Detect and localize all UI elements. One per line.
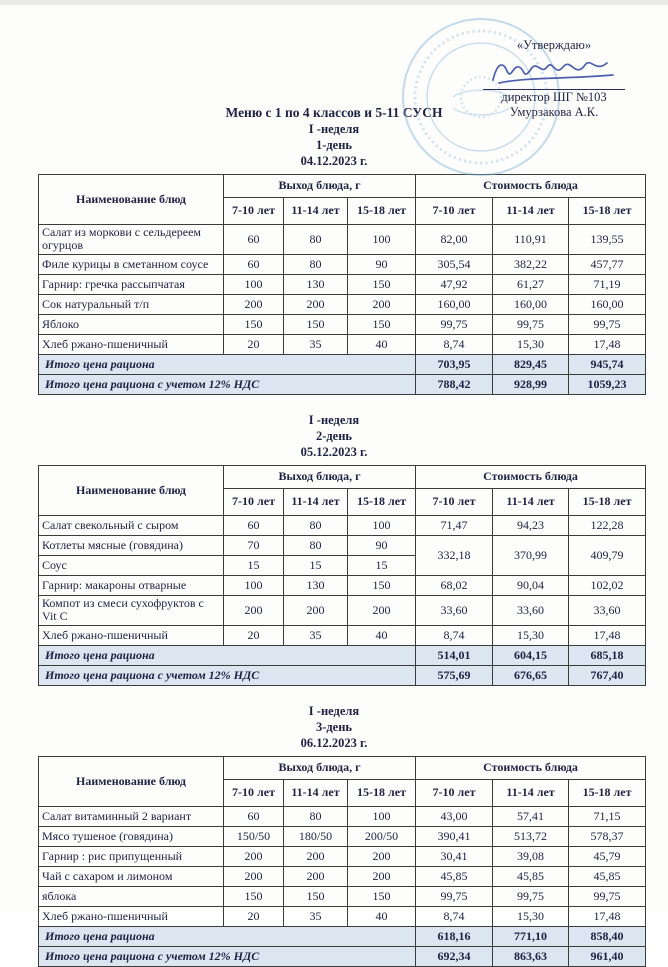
cost-value: 33,60 bbox=[569, 595, 646, 625]
output-value: 150 bbox=[224, 886, 284, 906]
total-row bbox=[39, 374, 646, 394]
output-value: 20 bbox=[224, 625, 284, 645]
output-value: 100 bbox=[348, 806, 416, 826]
output-value: 100 bbox=[348, 225, 416, 255]
menu-row bbox=[39, 314, 646, 334]
output-value: 15 bbox=[284, 555, 348, 575]
total-label: Итого цена рациона bbox=[39, 645, 416, 665]
cost-value: 99,75 bbox=[493, 886, 569, 906]
total-label: Итого цена рациона с учетом 12% НДС bbox=[39, 374, 416, 394]
menu-row bbox=[39, 886, 646, 906]
total-row bbox=[39, 665, 646, 685]
output-value: 15 bbox=[224, 555, 284, 575]
output-value: 200/50 bbox=[348, 826, 416, 846]
total-row bbox=[39, 946, 646, 966]
menu-row bbox=[39, 334, 646, 354]
output-value: 35 bbox=[284, 334, 348, 354]
cost-value: 30,41 bbox=[416, 846, 493, 866]
total-row bbox=[39, 645, 646, 665]
total-value: 1059,23 bbox=[569, 374, 646, 394]
total-label: Итого цена рациона bbox=[39, 354, 416, 374]
cost-value: 160,00 bbox=[569, 294, 646, 314]
cost-value: 305,54 bbox=[416, 254, 493, 274]
scan-edge-strip bbox=[0, 0, 668, 5]
col-header-age-7-10: 7-10 лет bbox=[224, 488, 284, 515]
total-label: Итого цена рациона с учетом 12% НДС bbox=[39, 665, 416, 685]
signature-icon bbox=[483, 53, 625, 89]
approval-label: «Утверждаю» bbox=[516, 38, 592, 52]
cost-value: 45,85 bbox=[569, 866, 646, 886]
col-header-age-11-14: 11-14 лет bbox=[284, 198, 348, 225]
dish-name: яблока bbox=[39, 886, 224, 906]
menu-row bbox=[39, 826, 646, 846]
dish-name: Гарнир : рис припущенный bbox=[39, 846, 224, 866]
date-label: 05.12.2023 г. bbox=[300, 444, 368, 459]
total-value: 676,65 bbox=[493, 665, 569, 685]
total-value: 514,01 bbox=[416, 645, 493, 665]
cost-value: 17,48 bbox=[569, 906, 646, 926]
output-value: 150 bbox=[348, 886, 416, 906]
menu-table-day-1 bbox=[38, 174, 646, 395]
cost-value: 99,75 bbox=[493, 314, 569, 334]
output-value: 150 bbox=[224, 314, 284, 334]
output-value: 200 bbox=[224, 846, 284, 866]
output-value: 80 bbox=[284, 254, 348, 274]
cost-value: 8,74 bbox=[416, 334, 493, 354]
col-header-age-11-14: 11-14 лет bbox=[284, 488, 348, 515]
cost-value: 94,23 bbox=[493, 515, 569, 535]
menu-row bbox=[39, 575, 646, 595]
output-value: 200 bbox=[348, 846, 416, 866]
output-value: 200 bbox=[284, 595, 348, 625]
document-title: Меню с 1 по 4 классов и 5-11 СУСН bbox=[225, 105, 443, 120]
total-label: Итого цена рациона bbox=[39, 926, 416, 946]
col-header-age-15-18: 15-18 лет bbox=[348, 488, 416, 515]
total-value: 858,40 bbox=[569, 926, 646, 946]
date-label: 06.12.2023 г. bbox=[300, 735, 368, 750]
menu-row bbox=[39, 806, 646, 826]
total-value: 961,40 bbox=[569, 946, 646, 966]
dish-name: Сок натуральный т/п bbox=[39, 294, 224, 314]
output-value: 40 bbox=[348, 625, 416, 645]
day-label: 2-день bbox=[315, 428, 353, 443]
cost-value: 102,02 bbox=[569, 575, 646, 595]
output-value: 60 bbox=[224, 515, 284, 535]
menu-row bbox=[39, 225, 646, 255]
cost-value: 45,79 bbox=[569, 846, 646, 866]
total-row bbox=[39, 926, 646, 946]
dish-name: Салат витаминный 2 вариант bbox=[39, 806, 224, 826]
menu-row bbox=[39, 595, 646, 625]
dish-name: Мясо тушеное (говядина) bbox=[39, 826, 224, 846]
day-label: 3-день bbox=[315, 719, 353, 734]
menu-row bbox=[39, 515, 646, 535]
total-label: Итого цена рациона с учетом 12% НДС bbox=[39, 946, 416, 966]
cost-value: 71,15 bbox=[569, 806, 646, 826]
col-header-age-7-10: 7-10 лет bbox=[416, 488, 493, 515]
output-value: 150 bbox=[348, 314, 416, 334]
dish-name: Филе курицы в сметанном соусе bbox=[39, 254, 224, 274]
cost-value: 332,18 bbox=[416, 535, 493, 575]
col-header-age-7-10: 7-10 лет bbox=[416, 198, 493, 225]
dish-name: Гарнир: гречка рассыпчатая bbox=[39, 274, 224, 294]
output-value: 40 bbox=[348, 334, 416, 354]
output-value: 200 bbox=[348, 294, 416, 314]
cost-value: 409,79 bbox=[569, 535, 646, 575]
output-value: 150 bbox=[284, 314, 348, 334]
dish-name: Гарнир: макароны отварные bbox=[39, 575, 224, 595]
cost-value: 15,30 bbox=[493, 906, 569, 926]
cost-value: 110,91 bbox=[493, 225, 569, 255]
cost-value: 578,37 bbox=[569, 826, 646, 846]
output-value: 130 bbox=[284, 575, 348, 595]
col-header-age-15-18: 15-18 лет bbox=[348, 779, 416, 806]
approval-position: директор ШГ №103 bbox=[501, 90, 607, 104]
col-header-age-11-14: 11-14 лет bbox=[284, 779, 348, 806]
cost-value: 17,48 bbox=[569, 625, 646, 645]
output-value: 70 bbox=[224, 535, 284, 555]
week-label: I -неделя bbox=[308, 412, 360, 427]
output-value: 20 bbox=[224, 334, 284, 354]
dish-name: Компот из смеси сухофруктов с Vit C bbox=[39, 595, 224, 625]
output-value: 100 bbox=[224, 575, 284, 595]
output-value: 60 bbox=[224, 254, 284, 274]
dish-name: Хлеб ржано-пшеничный bbox=[39, 334, 224, 354]
total-value: 863,63 bbox=[493, 946, 569, 966]
cost-value: 82,00 bbox=[416, 225, 493, 255]
cost-value: 17,48 bbox=[569, 334, 646, 354]
menu-row bbox=[39, 274, 646, 294]
menu-row bbox=[39, 906, 646, 926]
approval-block bbox=[456, 38, 652, 120]
col-group-cost: Стоимость блюда bbox=[416, 465, 646, 488]
menu-table-day-3 bbox=[38, 756, 646, 967]
total-value: 604,15 bbox=[493, 645, 569, 665]
col-header-age-7-10: 7-10 лет bbox=[416, 779, 493, 806]
total-value: 685,18 bbox=[569, 645, 646, 665]
menu-row bbox=[39, 625, 646, 645]
cost-value: 139,55 bbox=[569, 225, 646, 255]
section-1-heading bbox=[0, 121, 668, 169]
total-value: 829,45 bbox=[493, 354, 569, 374]
cost-value: 99,75 bbox=[569, 314, 646, 334]
dish-name: Хлеб ржано-пшеничный bbox=[39, 906, 224, 926]
col-group-output: Выход блюда, г bbox=[224, 756, 416, 779]
total-value: 928,99 bbox=[493, 374, 569, 394]
cost-value: 90,04 bbox=[493, 575, 569, 595]
cost-value: 71,19 bbox=[569, 274, 646, 294]
cost-value: 15,30 bbox=[493, 625, 569, 645]
cost-value: 68,02 bbox=[416, 575, 493, 595]
cost-value: 99,75 bbox=[416, 886, 493, 906]
col-group-cost: Стоимость блюда bbox=[416, 175, 646, 198]
output-value: 80 bbox=[284, 806, 348, 826]
dish-name: Хлеб ржано-пшеничный bbox=[39, 625, 224, 645]
output-value: 200 bbox=[224, 595, 284, 625]
dish-name: Соус bbox=[39, 555, 224, 575]
output-value: 80 bbox=[284, 225, 348, 255]
output-value: 200 bbox=[284, 866, 348, 886]
output-value: 90 bbox=[348, 535, 416, 555]
col-header-age-7-10: 7-10 лет bbox=[224, 779, 284, 806]
col-header-age-11-14: 11-14 лет bbox=[493, 779, 569, 806]
dish-name: Салат из моркови с сельдереем огурцов bbox=[39, 225, 224, 255]
cost-value: 43,00 bbox=[416, 806, 493, 826]
cost-value: 160,00 bbox=[416, 294, 493, 314]
output-value: 200 bbox=[284, 846, 348, 866]
col-header-dish-name: Наименование блюд bbox=[39, 175, 224, 225]
col-group-output: Выход блюда, г bbox=[224, 175, 416, 198]
output-value: 100 bbox=[224, 274, 284, 294]
cost-value: 15,30 bbox=[493, 334, 569, 354]
total-value: 692,34 bbox=[416, 946, 493, 966]
col-header-dish-name: Наименование блюд bbox=[39, 756, 224, 806]
output-value: 150 bbox=[284, 886, 348, 906]
output-value: 35 bbox=[284, 625, 348, 645]
menu-row bbox=[39, 866, 646, 886]
cost-value: 45,85 bbox=[416, 866, 493, 886]
date-label: 04.12.2023 г. bbox=[300, 154, 368, 168]
total-value: 767,40 bbox=[569, 665, 646, 685]
col-header-age-15-18: 15-18 лет bbox=[348, 198, 416, 225]
cost-value: 390,41 bbox=[416, 826, 493, 846]
total-value: 703,95 bbox=[416, 354, 493, 374]
menu-row bbox=[39, 254, 646, 274]
output-value: 80 bbox=[284, 535, 348, 555]
output-value: 40 bbox=[348, 906, 416, 926]
total-value: 618,16 bbox=[416, 926, 493, 946]
col-header-age-11-14: 11-14 лет bbox=[493, 488, 569, 515]
director-signature bbox=[483, 53, 625, 90]
output-value: 200 bbox=[284, 294, 348, 314]
output-value: 60 bbox=[224, 225, 284, 255]
cost-value: 33,60 bbox=[416, 595, 493, 625]
cost-value: 71,47 bbox=[416, 515, 493, 535]
col-header-dish-name: Наименование блюд bbox=[39, 465, 224, 515]
week-label: I -неделя bbox=[308, 703, 360, 718]
col-group-output: Выход блюда, г bbox=[224, 465, 416, 488]
cost-value: 39,08 bbox=[493, 846, 569, 866]
col-header-age-11-14: 11-14 лет bbox=[493, 198, 569, 225]
output-value: 150 bbox=[348, 575, 416, 595]
total-value: 771,10 bbox=[493, 926, 569, 946]
section-3-heading bbox=[0, 703, 668, 751]
dish-name: Котлеты мясные (говядина) bbox=[39, 535, 224, 555]
table-header-row bbox=[39, 756, 646, 779]
output-value: 20 bbox=[224, 906, 284, 926]
output-value: 200 bbox=[348, 866, 416, 886]
output-value: 130 bbox=[284, 274, 348, 294]
output-value: 200 bbox=[224, 294, 284, 314]
output-value: 200 bbox=[224, 866, 284, 886]
cost-value: 33,60 bbox=[493, 595, 569, 625]
cost-value: 513,72 bbox=[493, 826, 569, 846]
total-value: 788,42 bbox=[416, 374, 493, 394]
cost-value: 8,74 bbox=[416, 625, 493, 645]
dish-name: Яблоко bbox=[39, 314, 224, 334]
output-value: 180/50 bbox=[284, 826, 348, 846]
cost-value: 8,74 bbox=[416, 906, 493, 926]
cost-value: 61,27 bbox=[493, 274, 569, 294]
day-label: 1-день bbox=[315, 138, 353, 152]
col-header-age-15-18: 15-18 лет bbox=[569, 488, 646, 515]
col-header-age-15-18: 15-18 лет bbox=[569, 779, 646, 806]
cost-value: 370,99 bbox=[493, 535, 569, 575]
cost-value: 99,75 bbox=[569, 886, 646, 906]
output-value: 100 bbox=[348, 515, 416, 535]
total-row bbox=[39, 354, 646, 374]
col-group-cost: Стоимость блюда bbox=[416, 756, 646, 779]
cost-value: 160,00 bbox=[493, 294, 569, 314]
output-value: 200 bbox=[348, 595, 416, 625]
dish-name: Салат свекольный с сыром bbox=[39, 515, 224, 535]
week-label: I -неделя bbox=[308, 122, 360, 136]
cost-value: 45,85 bbox=[493, 866, 569, 886]
section-2-heading bbox=[0, 412, 668, 460]
output-value: 35 bbox=[284, 906, 348, 926]
dish-name: Чай с сахаром и лимоном bbox=[39, 866, 224, 886]
menu-row bbox=[39, 535, 646, 555]
menu-row bbox=[39, 294, 646, 314]
total-value: 575,69 bbox=[416, 665, 493, 685]
output-value: 60 bbox=[224, 806, 284, 826]
col-header-age-15-18: 15-18 лет bbox=[569, 198, 646, 225]
cost-value: 57,41 bbox=[493, 806, 569, 826]
table-header-row bbox=[39, 465, 646, 488]
col-header-age-7-10: 7-10 лет bbox=[224, 198, 284, 225]
menu-table-day-2 bbox=[38, 465, 646, 686]
output-value: 90 bbox=[348, 254, 416, 274]
total-value: 945,74 bbox=[569, 354, 646, 374]
cost-value: 382,22 bbox=[493, 254, 569, 274]
output-value: 150 bbox=[348, 274, 416, 294]
output-value: 150/50 bbox=[224, 826, 284, 846]
output-value: 15 bbox=[348, 555, 416, 575]
output-value: 80 bbox=[284, 515, 348, 535]
menu-row bbox=[39, 846, 646, 866]
cost-value: 99,75 bbox=[416, 314, 493, 334]
approval-name: Умурзакова А.К. bbox=[509, 105, 599, 119]
cost-value: 122,28 bbox=[569, 515, 646, 535]
cost-value: 457,77 bbox=[569, 254, 646, 274]
cost-value: 47,92 bbox=[416, 274, 493, 294]
table-header-row bbox=[39, 175, 646, 198]
